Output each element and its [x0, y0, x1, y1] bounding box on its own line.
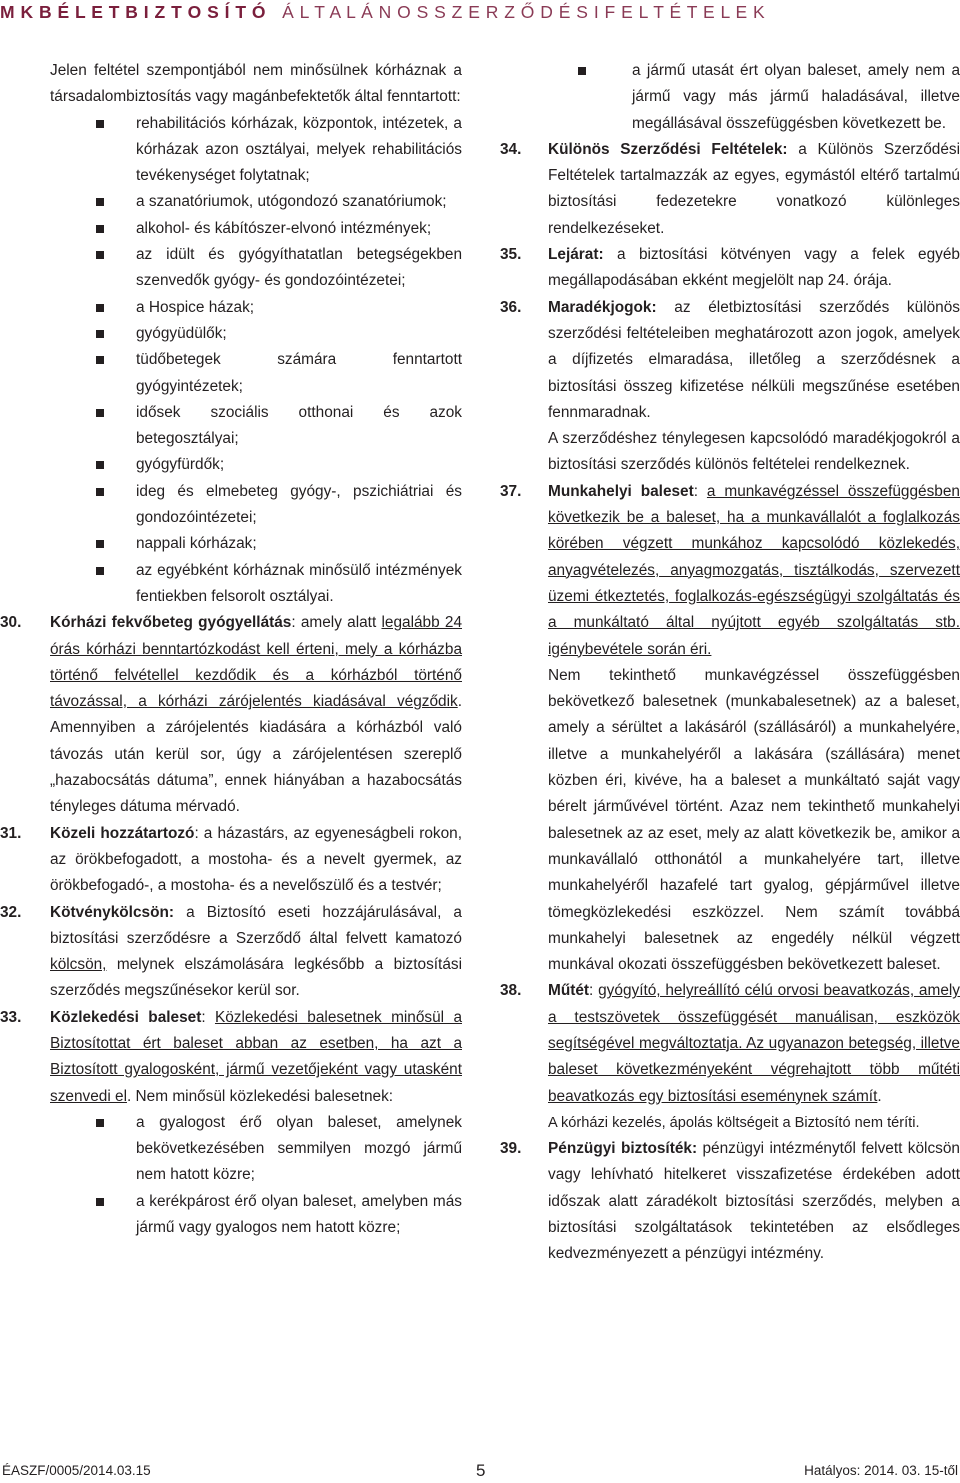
term-rest: . Nem minősül közlekedési balesetnek:	[127, 1087, 394, 1105]
definition-36-paragraph: A szerződéshez ténylegesen kapcsolódó maradékjogokról a biztosítási szerződés különös feltételei rendelkeznek.	[548, 430, 960, 474]
document-code: ÉASZF/0005/2014.03.15	[2, 1463, 151, 1478]
definition-38	[500, 978, 960, 1109]
intro-paragraph: Jelen feltétel szempontjából nem minősülnek kórháznak a társadalombiztosítás vagy magánbefektetők által fenntartott:	[50, 62, 462, 106]
list-item	[50, 531, 462, 557]
right-column	[500, 58, 960, 1268]
item-number: 35.	[500, 246, 522, 264]
page-number: 5	[476, 1461, 486, 1480]
item-number: 36.	[500, 298, 522, 316]
page-header	[0, 0, 960, 26]
list-item	[50, 1110, 462, 1189]
term-underlined: Közlekedési balesetnek minősül a Biztosítottat ért baleset abban az esetben, ha azt a Biztosított gyalogosként, jármű vezetőjeként vagy utasként szenvedi el	[50, 1008, 462, 1105]
term-title: Közlekedési baleset	[50, 1008, 202, 1026]
header-company: M K B É L E T B I Z T O S Í T Ó	[0, 2, 267, 22]
list-item	[50, 111, 462, 190]
list-item	[50, 452, 462, 478]
definition-31	[0, 821, 462, 900]
term-title: Munkahelyi baleset	[548, 482, 694, 500]
hospital-exclusion-list	[50, 111, 462, 611]
term-rest: . Amennyiben a zárójelentés kiadására a kórházból való távozás után kerül sor, úgy a zárójelentésen szereplő „hazabocsátás dátuma”, ennek hiányában a hazabocsátás tényleges dátuma mérvadó.	[50, 693, 462, 816]
term-title: Műtét	[548, 982, 590, 1000]
list-item-text: tüdőbetegek számára fenntartott gyógyintézetek;	[136, 351, 462, 395]
term-title: Kötvénykölcsön:	[50, 903, 175, 921]
term-title: Maradékjogok:	[548, 298, 657, 316]
term-underlined: gyógyító, helyreállító célú orvosi beavatkozás, amely a testszövetek összefüggését manuálisan, eszközök segítségével megváltoztatja. Az ugyanazon betegség, illetve baleset következményeként végrehajtott több műtéti beavatkozás egy biztosítási eseménynek számít	[548, 982, 960, 1105]
term-title: Közeli hozzátartozó	[50, 824, 195, 842]
list-item-text: az egyébként kórháznak minősülő intézmények fentiekben felsorolt osztályai.	[136, 561, 462, 605]
term-rest: az életbiztosítási szerződés különös szerződési feltételeiben meghatározott azon jogok, amelyek a díjfizetés elmaradása, illetőleg a szerződésnek a biztosítási összeg kifizetése nélküli megszűnése esetében fennmaradnak.	[548, 298, 960, 421]
term-colon: :	[693, 482, 707, 500]
list-item-text: nappali kórházak;	[136, 535, 257, 553]
bullet-square-icon	[96, 540, 104, 548]
list-item-text: gyógyüdülők;	[136, 324, 227, 342]
list-item	[50, 1189, 462, 1242]
list-item-text: ideg és elmebeteg gyógy-, pszichiátriai és gondozóintézetei;	[136, 482, 462, 527]
term-underlined: legalább 24 órás kórházi benntartózkodást kell érteni, mely a kórházba történő felvétellel kezdődik és a kórházból történő távozással, a kórházi zárójelentés kiadásával végződik	[50, 614, 463, 711]
bullet-square-icon	[96, 461, 104, 469]
term-colon: :	[201, 1008, 215, 1026]
item-number: 31.	[0, 824, 22, 842]
list-item	[50, 479, 462, 532]
definition-36	[500, 295, 960, 426]
list-item	[50, 295, 462, 321]
list-item	[50, 347, 462, 400]
definition-32	[0, 900, 462, 1005]
list-item-text: az idült és gyógyíthatatlan betegségekben szenvedők gyógy- és gondozóintézetei;	[136, 246, 462, 290]
term-rest: pénzügyi intézménytől felvett kölcsön vagy lehívható hitelkeret visszafizetése érdekében adott időszak alatt záradékolt biztosítási szerződés, melyben a biztosítási szolgáltatások tekintetében az elsődleges kedvezményezett a pénzügyi intézmény.	[548, 1140, 960, 1263]
term-title: Különös Szerződési Feltételek:	[548, 140, 788, 158]
page-footer	[0, 1459, 960, 1483]
left-column	[0, 58, 463, 1241]
bullet-square-icon	[96, 304, 104, 312]
list-item	[50, 242, 462, 295]
bullet-square-icon	[96, 330, 104, 338]
bullet-square-icon	[96, 409, 104, 417]
term-rest: a biztosítási kötvényen vagy a felek egyéb megállapodásában ekként megjelölt nap 24. órája.	[548, 246, 960, 290]
list-item	[500, 58, 960, 137]
definition-39	[500, 1136, 960, 1267]
list-item	[50, 189, 462, 215]
bullet-square-icon	[96, 198, 104, 206]
bullet-square-icon	[96, 120, 104, 128]
list-item-text: a jármű utasát ért olyan baleset, amely nem a jármű vagy más jármű haladásával, illetve megállásával összefüggésben következett be.	[632, 62, 960, 132]
list-item-text: a szanatóriumok, utógondozó szanatóriumok;	[136, 193, 447, 211]
term-rest: a Különös Szerződési Feltételek tartalmazzák az egyes, egymástól eltérő tartalmú biztosítási fedezetekre vonatkozó különleges rendelkezéseket.	[548, 140, 960, 237]
term-colon: :	[589, 982, 599, 1000]
bullet-square-icon	[96, 1198, 104, 1206]
term-rest: melynek elszámolására legkésőbb a biztosítási szerződés megszűnésekor kerül sor.	[50, 956, 462, 1000]
list-item	[50, 216, 462, 242]
definition-37-paragraph: Nem tekinthető munkavégzéssel összefüggésben bekövetkező balesetnek (munkabalesetnek) az a baleset, amely a sérültet a lakásáról (szállásáról) a munkahelyére, illetve a munkahelyéről a lakására (szállására) menet közben éri, kivéve, ha a baleset a munkáltató saját vagy bérelt járművével történt. Azaz nem tekinthető munkahelyi balesetnek az az eset, mely az alatt következik be, amikor a munkavállaló otthonától a munkahelyére tart, illetve munkahelyéről hazafelé tart gyalog, gépjárművel illetve tömegközlekedési eszközzel. Nem számít továbbá munkahelyi balesetnek az engedély nélkül végzett munkával okozati összefüggésben bekövetkezett baleset.	[548, 666, 960, 974]
bullet-square-icon	[96, 225, 104, 233]
list-item	[50, 558, 462, 611]
bullet-square-icon	[96, 251, 104, 259]
term-rest: .	[877, 1087, 882, 1105]
term-underlined: a munkavégzéssel összefüggésben következik be a baleset, ha a munkavállalót a foglalkozás körében végzett munkához kapcsolódó közlekedés, anyagvételezés, anyagmozgatás, tisztálkodás, szervezett üzemi étkeztetés, foglalkozás-egészségügyi szolgáltatás és a munkáltató által nyújtott egyéb szolgáltatás stb. igénybevétele során éri.	[548, 482, 960, 658]
item-number: 32.	[0, 903, 22, 921]
list-item	[50, 321, 462, 347]
definition-33	[0, 1005, 462, 1110]
item-number: 39.	[500, 1140, 522, 1158]
list-item-text: a kerékpárost érő olyan baleset, amelyben más jármű vagy gyalogos nem hatott közre;	[136, 1192, 462, 1237]
list-item	[50, 400, 462, 453]
term-underlined: kölcsön,	[50, 956, 107, 974]
definition-30	[0, 610, 463, 820]
term-rest: : a házastárs, az egyeneságbeli rokon, az örökbefogadott, a mostoha- és a nevelt gyermek, az örökbefogadó-, a mostoha- és a nevelőszülő és a testvér;	[50, 824, 462, 895]
bullet-square-icon	[96, 356, 104, 364]
list-item-text: alkohol- és kábítószer-elvonó intézmények;	[136, 219, 432, 237]
bullet-square-icon	[96, 488, 104, 496]
definition-35	[500, 242, 960, 295]
list-item-text: gyógyfürdők;	[136, 456, 225, 474]
list-item-text: a Hospice házak;	[136, 298, 255, 316]
bullet-square-icon	[96, 1119, 104, 1127]
list-item-text: a gyalogost érő olyan baleset, amelynek bekövetkezésében semmilyen mozgó jármű nem hatott közre;	[136, 1113, 462, 1184]
header-title: Á L T A L Á N O S S Z E R Z Ő D É S I F E L T É T E L E K	[282, 2, 766, 22]
item-number: 37.	[500, 482, 522, 500]
item-number: 33.	[0, 1008, 22, 1026]
term-text: a Biztosító eseti hozzájárulásával, a biztosítási szerződésre a Szerződő által felvett kamatozó	[50, 903, 462, 947]
definition-34	[500, 137, 960, 242]
term-title: Kórházi fekvőbeteg gyógyellátás	[50, 614, 292, 632]
bullet-square-icon	[578, 67, 586, 75]
term-text: : amely alatt	[291, 614, 382, 632]
definition-38-paragraph: A kórházi kezelés, ápolás költségeit a Biztosító nem téríti.	[548, 1114, 920, 1131]
item-number: 34.	[500, 140, 522, 158]
item-number: 30.	[0, 614, 22, 632]
bullet-square-icon	[96, 567, 104, 575]
effective-date: Hatályos: 2014. 03. 15-től	[804, 1463, 958, 1478]
list-item-text: rehabilitációs kórházak, központok, intézetek, a kórházak azon osztályai, melyek rehabilitációs tevékenységet folytatnak;	[136, 114, 462, 185]
term-title: Lejárat:	[548, 246, 604, 264]
term-title: Pénzügyi biztosíték:	[548, 1140, 698, 1158]
definition-37	[500, 479, 960, 663]
list-item-text: idősek szociális otthonai és azok betegosztályai;	[136, 403, 462, 448]
item-number: 38.	[500, 982, 522, 1000]
